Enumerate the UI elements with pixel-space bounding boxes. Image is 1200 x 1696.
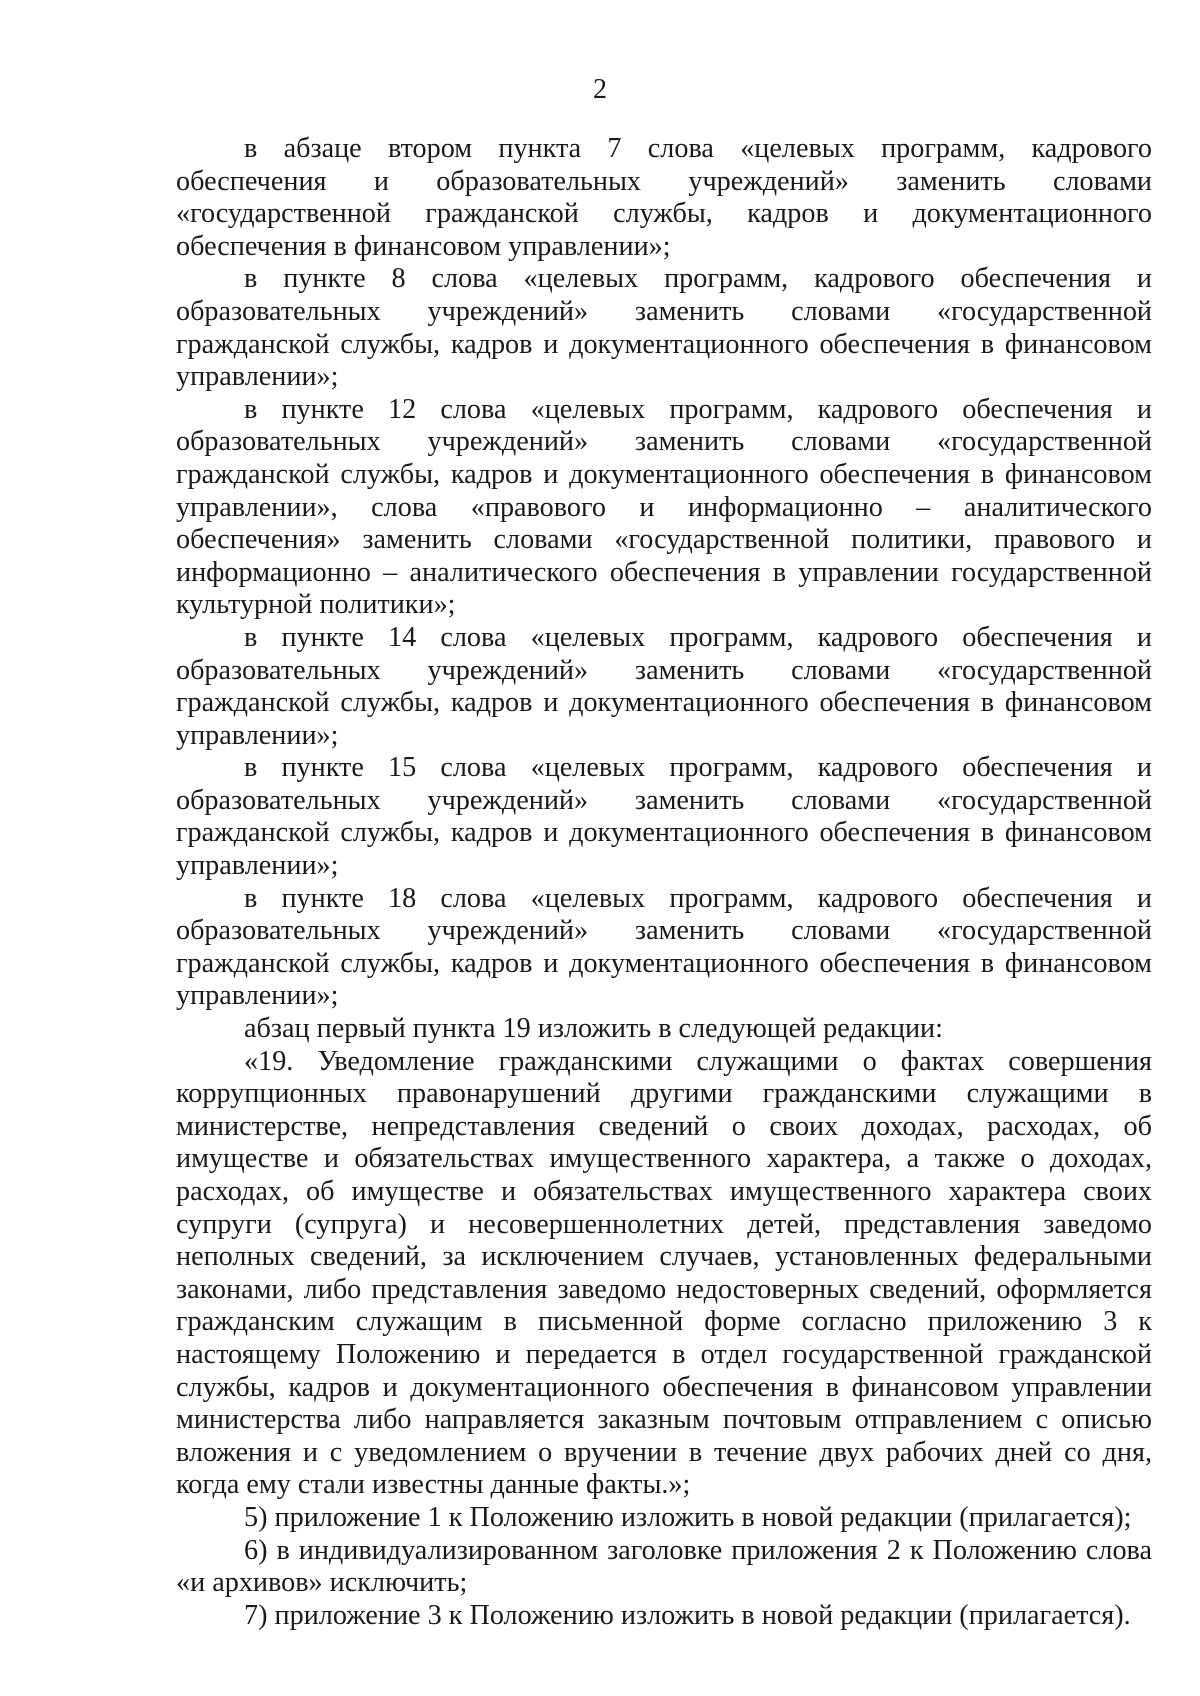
document-body: [176, 133, 1152, 1632]
paragraph-item-12: в пункте 12 слова «целевых программ, кадрового обеспечения и образовательных учреждений» заменить словами «государственной гражданской службы, кадров и документационного обеспечения в финансовом управлении», слова «правового и информационно – аналитического обеспечения» заменить словами «государственной политики, правового и информационно – аналитического обеспечения в управлении государственной культурной политики»;: [176, 393, 1152, 621]
page-number: 2: [593, 74, 607, 105]
paragraph-item-19-text: «19. Уведомление гражданскими служащими о фактах совершения коррупционных правонарушений другими гражданскими служащими в министерстве, непредставления сведений о своих доходах, расходах, об имуществе и обязательствах имущественного характера, а также о доходах, расходах, об имуществе и обязательствах имущественного характера своих супруги (супруга) и несовершеннолетних детей, представления заведомо неполных сведений, за исключением случаев, установленных федеральными законами, либо представления заведомо недостоверных сведений, оформляется гражданским служащим в письменной форме согласно приложению 3 к настоящему Положению и передается в отдел государственной гражданской службы, кадров и документационного обеспечения в финансовом управлении министерства либо направляется заказным почтовым отправлением с описью вложения и с уведомлением о вручении в течение двух рабочих дней со дня, когда ему стали известны данные факты.»;: [176, 1045, 1152, 1501]
paragraph-item-7: в абзаце втором пункта 7 слова «целевых программ, кадрового обеспечения и образовательных учреждений» заменить словами «государственной гражданской службы, кадров и документационного обеспечения в финансовом управлении»;: [176, 133, 1152, 262]
paragraph-item-14: в пункте 14 слова «целевых программ, кадрового обеспечения и образовательных учреждений» заменить словами «государственной гражданской службы, кадров и документационного обеспечения в финансовом управлении»;: [176, 621, 1152, 751]
paragraph-item-18: в пункте 18 слова «целевых программ, кадрового обеспечения и образовательных учреждений» заменить словами «государственной гражданской службы, кадров и документационного обеспечения в финансовом управлении»;: [176, 882, 1152, 1012]
paragraph-item-19-intro: абзац первый пункта 19 изложить в следующей редакции:: [244, 1013, 943, 1045]
paragraph-amendment-6: 6) в индивидуализированном заголовке приложения 2 к Положению слова «и архивов» исключить;: [176, 1534, 1152, 1599]
paragraph-item-8: в пункте 8 слова «целевых программ, кадрового обеспечения и образовательных учреждений» заменить словами «государственной гражданской службы, кадров и документационного обеспечения в финансовом управлении»;: [176, 263, 1152, 393]
paragraph-item-15: в пункте 15 слова «целевых программ, кадрового обеспечения и образовательных учреждений» заменить словами «государственной гражданской службы, кадров и документационного обеспечения в финансовом управлении»;: [176, 752, 1152, 882]
paragraph-amendment-7: 7) приложение 3 к Положению изложить в новой редакции (прилагается).: [244, 1599, 1131, 1631]
paragraph-amendment-5: 5) приложение 1 к Положению изложить в новой редакции (прилагается);: [244, 1501, 1132, 1533]
